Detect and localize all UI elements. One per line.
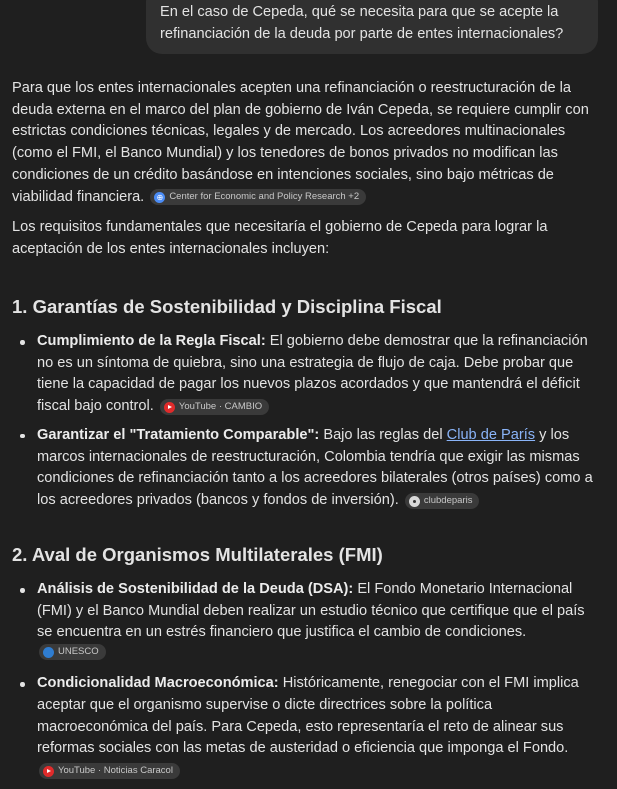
item-title: Garantizar el "Tratamiento Comparable":: [37, 426, 320, 443]
club-logo-icon: [409, 496, 420, 507]
intro-paragraph-2: Los requisitos fundamentales que necesitaría el gobierno de Cepeda para lograr la aceptación de los entes internacionales incluyen:: [12, 219, 548, 257]
list-item: [12, 331, 598, 418]
source-chip-clubdeparis[interactable]: [405, 493, 480, 509]
section-1-list: [12, 331, 598, 519]
intro-paragraph-1: [12, 78, 598, 208]
item-text: Históricamente, renegociar con el FMI implica aceptar que el organismo supervise o dicte directrices sobre la política macroeconómica del país. Para Cepeda, esto representaría el reto de alinear sus reformas sociales con las metas de austeridad o eficiencia que imponga el Fondo.: [37, 675, 579, 757]
source-chip-label: YouTube · CAMBIO: [178, 401, 263, 413]
source-chip-label: clubdeparis: [423, 495, 473, 507]
item-text: El gobierno debe demostrar que la refinanciación no es un síntoma de quiebra, sino una estrategia de flujo de caja. Debe probar que tiene la capacidad de pagar los nuevos plazos acordados y que mantendrá el déficit fiscal bajo control.: [37, 333, 588, 415]
youtube-icon: [43, 766, 54, 777]
source-chip-cepr[interactable]: [150, 189, 366, 205]
source-chip-label: UNESCO: [58, 646, 99, 658]
item-title: Cumplimiento de la Regla Fiscal:: [37, 333, 266, 349]
user-message-bubble: [146, 0, 598, 54]
assistant-response: [12, 78, 598, 777]
section-2-heading: 2. Aval de Organismos Multilaterales (FMI): [12, 544, 383, 565]
item-text: Bajo las reglas del: [319, 426, 447, 443]
item-text: El Fondo Monetario Internacional (FMI) y el Banco Mundial deben realizar un estudio técnico que certifique que el país se encuentra en un estrés financiero que justifica el cambio de condiciones.: [37, 581, 585, 641]
item-text: y los marcos internacionales de reestructuración, Colombia tendría que exigir las mismas condiciones de refinanciación tanto a los acreedores bilaterales (otros países) como a los acreedores privados (bancos y fondos de inversión).: [37, 426, 593, 508]
item-title: Análisis de Sostenibilidad de la Deuda (DSA):: [37, 581, 354, 597]
list-item: [12, 579, 598, 666]
list-item: [12, 425, 598, 512]
list-item: [12, 673, 598, 782]
item-title: Condicionalidad Macroeconómica:: [37, 675, 279, 692]
section-2-list: [12, 579, 598, 789]
club-de-paris-link[interactable]: Club de París: [446, 426, 536, 443]
intro-p1-text: Para que los entes internacionales acepten una refinanciación o reestructuración de la deuda externa en el marco del plan de gobierno de Iván Cepeda, se requiere cumplir con estrictas condiciones técnicas, legales y de mercado. Los acreedores multinacionales (como el FMI, el Banco Mundial) y los tenedores de bonos privados no modifican las condiciones de un crédito basándose en intenciones sociales, sino bajo métricas de viabilidad financiera.: [12, 80, 589, 205]
source-chip-youtube-cambio[interactable]: [160, 399, 269, 415]
source-chip-youtube-caracol[interactable]: [39, 763, 180, 779]
globe-icon: ⊕: [154, 192, 165, 203]
user-message-text: En el caso de Cepeda, qué se necesita para que se acepte la refinanciación de la deuda por parte de entes internacionales?: [160, 4, 564, 42]
source-chip-label: YouTube · Noticias Caracol: [58, 765, 173, 777]
unesco-icon: [43, 647, 54, 658]
source-chip-unesco[interactable]: [39, 644, 106, 660]
youtube-icon: [164, 402, 175, 413]
source-chip-label: Center for Economic and Policy Research +2: [169, 191, 360, 203]
section-1-heading: 1. Garantías de Sostenibilidad y Disciplina Fiscal: [12, 296, 442, 317]
